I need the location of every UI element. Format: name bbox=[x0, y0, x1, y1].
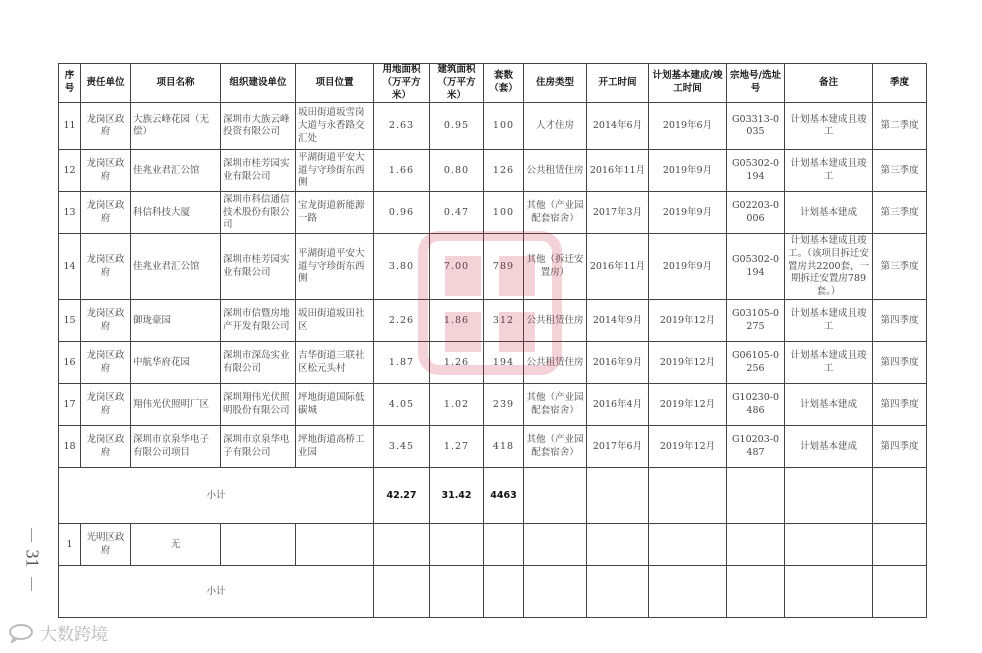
remarks: 计划基本建成 bbox=[785, 426, 873, 468]
empty-cell bbox=[873, 566, 927, 618]
parcel-number: G06105-0256 bbox=[727, 342, 785, 384]
empty-cell bbox=[587, 524, 649, 566]
building-area: 0.80 bbox=[430, 150, 484, 192]
project-name: 佳兆业君汇公馆 bbox=[131, 150, 221, 192]
parcel-number: G05302-0194 bbox=[727, 234, 785, 300]
row-number: 1 bbox=[59, 524, 81, 566]
start-date: 2016年4月 bbox=[587, 384, 649, 426]
header-cell: 备注 bbox=[785, 64, 873, 103]
remarks: 计划基本建成 bbox=[785, 384, 873, 426]
unit-count: 194 bbox=[484, 342, 524, 384]
page-number: 31 bbox=[22, 549, 43, 568]
empty-cell bbox=[524, 468, 587, 524]
housing-type: 其他（拆迁安置房） bbox=[524, 234, 587, 300]
subtotal-row-2 bbox=[59, 566, 927, 618]
project-location: 宝龙街道新能源一路 bbox=[296, 192, 374, 234]
watermark-text: 大数跨境 bbox=[40, 625, 108, 645]
empty-cell bbox=[785, 468, 873, 524]
empty-cell bbox=[374, 566, 430, 618]
unit-count: 100 bbox=[484, 103, 524, 150]
land-area: 1.66 bbox=[374, 150, 430, 192]
empty-cell bbox=[649, 468, 727, 524]
start-date: 2016年11月 bbox=[587, 234, 649, 300]
construction-unit: 深圳市桂芳园实业有限公司 bbox=[221, 234, 296, 300]
project-name: 翔伟光伏照明厂区 bbox=[131, 384, 221, 426]
subtotal-label: 小计 bbox=[59, 468, 374, 524]
row-number: 17 bbox=[59, 384, 81, 426]
chat-bubble-icon bbox=[8, 623, 34, 643]
project-name: 深圳市京泉华电子有限公司项目 bbox=[131, 426, 221, 468]
completion-date: 2019年12月 bbox=[649, 342, 727, 384]
remarks: 计划基本建成 bbox=[785, 192, 873, 234]
unit-count: 126 bbox=[484, 150, 524, 192]
row-number: 11 bbox=[59, 103, 81, 150]
unit-count: 312 bbox=[484, 300, 524, 342]
completion-date: 2019年12月 bbox=[649, 384, 727, 426]
construction-unit: 深圳市科信通信技术股份有限公司 bbox=[221, 192, 296, 234]
responsible-unit: 龙岗区政府 bbox=[81, 300, 131, 342]
construction-unit: 深圳市京泉华电子有限公司 bbox=[221, 426, 296, 468]
subtotal-land-area: 42.27 bbox=[374, 468, 430, 524]
remarks: 计划基本建成且竣工 bbox=[785, 342, 873, 384]
land-area: 2.63 bbox=[374, 103, 430, 150]
empty-cell bbox=[430, 566, 484, 618]
guangming-row bbox=[59, 524, 927, 566]
unit-count: 239 bbox=[484, 384, 524, 426]
project-name: 大族云峰花园（无偿） bbox=[131, 103, 221, 150]
quarter: 第三季度 bbox=[873, 192, 927, 234]
row-number: 18 bbox=[59, 426, 81, 468]
page-number-dash-top bbox=[31, 528, 32, 542]
land-area: 2.26 bbox=[374, 300, 430, 342]
responsible-unit: 龙岗区政府 bbox=[81, 150, 131, 192]
table-row bbox=[59, 192, 927, 234]
header-cell: 用地面积（万平方米） bbox=[374, 64, 430, 103]
row-number: 15 bbox=[59, 300, 81, 342]
table-row bbox=[59, 234, 927, 300]
subtotal-label: 小计 bbox=[59, 566, 374, 618]
empty-cell bbox=[785, 524, 873, 566]
table-row bbox=[59, 103, 927, 150]
housing-type: 公共租赁住房 bbox=[524, 150, 587, 192]
building-area: 1.02 bbox=[430, 384, 484, 426]
project-location: 平湖街道平安大道与守珍街东西侧 bbox=[296, 234, 374, 300]
start-date: 2014年9月 bbox=[587, 300, 649, 342]
header-cell: 开工时间 bbox=[587, 64, 649, 103]
empty-cell bbox=[727, 524, 785, 566]
completion-date: 2019年9月 bbox=[649, 192, 727, 234]
completion-date: 2019年12月 bbox=[649, 426, 727, 468]
table-row bbox=[59, 384, 927, 426]
housing-type: 公共租赁住房 bbox=[524, 342, 587, 384]
unit-count: 789 bbox=[484, 234, 524, 300]
unit-count: 418 bbox=[484, 426, 524, 468]
start-date: 2017年3月 bbox=[587, 192, 649, 234]
empty-cell bbox=[374, 524, 430, 566]
completion-date: 2019年12月 bbox=[649, 300, 727, 342]
project-location: 坂田街道坂雪岗大道与永香路交汇处 bbox=[296, 103, 374, 150]
completion-date: 2019年9月 bbox=[649, 234, 727, 300]
row-number: 12 bbox=[59, 150, 81, 192]
construction-unit: 深圳市桂芳园实业有限公司 bbox=[221, 150, 296, 192]
land-area: 0.96 bbox=[374, 192, 430, 234]
start-date: 2017年6月 bbox=[587, 426, 649, 468]
empty-cell bbox=[727, 468, 785, 524]
parcel-number: G05302-0194 bbox=[727, 150, 785, 192]
table-row bbox=[59, 300, 927, 342]
empty-cell bbox=[649, 524, 727, 566]
project-name: 无 bbox=[131, 524, 221, 566]
construction-unit: 深圳市信暨房地产开发有限公司 bbox=[221, 300, 296, 342]
header-cell: 序号 bbox=[59, 64, 81, 103]
quarter: 第二季度 bbox=[873, 103, 927, 150]
subtotal-building-area: 31.42 bbox=[430, 468, 484, 524]
construction-unit: 深圳翔伟光伏照明股份有限公司 bbox=[221, 384, 296, 426]
empty-cell bbox=[524, 524, 587, 566]
parcel-number: G10230-0486 bbox=[727, 384, 785, 426]
header-cell: 项目位置 bbox=[296, 64, 374, 103]
land-area: 3.45 bbox=[374, 426, 430, 468]
responsible-unit: 龙岗区政府 bbox=[81, 384, 131, 426]
header-cell: 组织建设单位 bbox=[221, 64, 296, 103]
remarks: 计划基本建成且竣工。（该项目拆迁安置房共2200套，一期拆迁安置房789套。） bbox=[785, 234, 873, 300]
quarter: 第四季度 bbox=[873, 300, 927, 342]
completion-date: 2019年6月 bbox=[649, 103, 727, 150]
project-location: 平湖街道平安大道与守珍街东西侧 bbox=[296, 150, 374, 192]
empty-cell bbox=[873, 524, 927, 566]
empty-cell bbox=[524, 566, 587, 618]
project-name: 科信科技大厦 bbox=[131, 192, 221, 234]
quarter: 第四季度 bbox=[873, 384, 927, 426]
empty-cell bbox=[649, 566, 727, 618]
parcel-number: G03313-0035 bbox=[727, 103, 785, 150]
responsible-unit: 光明区政府 bbox=[81, 524, 131, 566]
housing-type: 其他（产业园配套宿舍） bbox=[524, 426, 587, 468]
header-row bbox=[59, 64, 927, 103]
header-cell: 建筑面积（万平方米） bbox=[430, 64, 484, 103]
row-number: 14 bbox=[59, 234, 81, 300]
empty-cell bbox=[484, 524, 524, 566]
table-row bbox=[59, 426, 927, 468]
project-location: 坂田街道坂田社区 bbox=[296, 300, 374, 342]
quarter: 第四季度 bbox=[873, 426, 927, 468]
project-location: 吉华街道三联社区松元头村 bbox=[296, 342, 374, 384]
empty-cell bbox=[587, 566, 649, 618]
quarter: 第四季度 bbox=[873, 342, 927, 384]
housing-type: 其他（产业园配套宿舍） bbox=[524, 384, 587, 426]
land-area: 1.87 bbox=[374, 342, 430, 384]
building-area: 7.00 bbox=[430, 234, 484, 300]
empty-cell bbox=[587, 468, 649, 524]
project-name: 佳兆业君汇公馆 bbox=[131, 234, 221, 300]
remarks: 计划基本建成且竣工 bbox=[785, 300, 873, 342]
construction-unit: 深圳市大族云峰投资有限公司 bbox=[221, 103, 296, 150]
header-cell: 计划基本建成/竣工时间 bbox=[649, 64, 727, 103]
land-area: 4.05 bbox=[374, 384, 430, 426]
project-location: 坪地街道高桥工业园 bbox=[296, 426, 374, 468]
building-area: 0.47 bbox=[430, 192, 484, 234]
header-cell: 住房类型 bbox=[524, 64, 587, 103]
completion-date: 2019年9月 bbox=[649, 150, 727, 192]
parcel-number: G02203-0006 bbox=[727, 192, 785, 234]
housing-type: 人才住房 bbox=[524, 103, 587, 150]
responsible-unit: 龙岗区政府 bbox=[81, 234, 131, 300]
subtotal-units: 4463 bbox=[484, 468, 524, 524]
responsible-unit: 龙岗区政府 bbox=[81, 192, 131, 234]
housing-type: 其他（产业园配套宿舍） bbox=[524, 192, 587, 234]
start-date: 2016年9月 bbox=[587, 342, 649, 384]
start-date: 2014年6月 bbox=[587, 103, 649, 150]
unit-count: 100 bbox=[484, 192, 524, 234]
header-cell: 项目名称 bbox=[131, 64, 221, 103]
housing-type: 公共租赁住房 bbox=[524, 300, 587, 342]
empty-cell bbox=[296, 524, 374, 566]
row-number: 13 bbox=[59, 192, 81, 234]
housing-project-table bbox=[58, 63, 927, 618]
quarter: 第三季度 bbox=[873, 150, 927, 192]
building-area: 1.26 bbox=[430, 342, 484, 384]
empty-cell bbox=[221, 524, 296, 566]
project-name: 中航华府花园 bbox=[131, 342, 221, 384]
empty-cell bbox=[727, 566, 785, 618]
responsible-unit: 龙岗区政府 bbox=[81, 103, 131, 150]
table-row bbox=[59, 150, 927, 192]
header-cell: 套数（套） bbox=[484, 64, 524, 103]
parcel-number: G10203-0487 bbox=[727, 426, 785, 468]
responsible-unit: 龙岗区政府 bbox=[81, 426, 131, 468]
header-cell: 季度 bbox=[873, 64, 927, 103]
remarks: 计划基本建成且竣工 bbox=[785, 103, 873, 150]
empty-cell bbox=[873, 468, 927, 524]
quarter: 第三季度 bbox=[873, 234, 927, 300]
empty-cell bbox=[430, 524, 484, 566]
parcel-number: G03105-0275 bbox=[727, 300, 785, 342]
page-number-dash-bottom bbox=[31, 577, 32, 591]
header-cell: 宗地号/选址号 bbox=[727, 64, 785, 103]
construction-unit: 深圳市深岛实业有限公司 bbox=[221, 342, 296, 384]
responsible-unit: 龙岗区政府 bbox=[81, 342, 131, 384]
building-area: 1.86 bbox=[430, 300, 484, 342]
project-name: 御珑豪园 bbox=[131, 300, 221, 342]
empty-cell bbox=[785, 566, 873, 618]
header-cell: 责任单位 bbox=[81, 64, 131, 103]
watermark-logo bbox=[8, 620, 108, 645]
row-number: 16 bbox=[59, 342, 81, 384]
remarks: 计划基本建成且竣工 bbox=[785, 150, 873, 192]
project-location: 坪地街道国际低碳城 bbox=[296, 384, 374, 426]
empty-cell bbox=[484, 566, 524, 618]
building-area: 1.27 bbox=[430, 426, 484, 468]
start-date: 2016年11月 bbox=[587, 150, 649, 192]
table-row bbox=[59, 342, 927, 384]
subtotal-row bbox=[59, 468, 927, 524]
building-area: 0.95 bbox=[430, 103, 484, 150]
land-area: 3.80 bbox=[374, 234, 430, 300]
